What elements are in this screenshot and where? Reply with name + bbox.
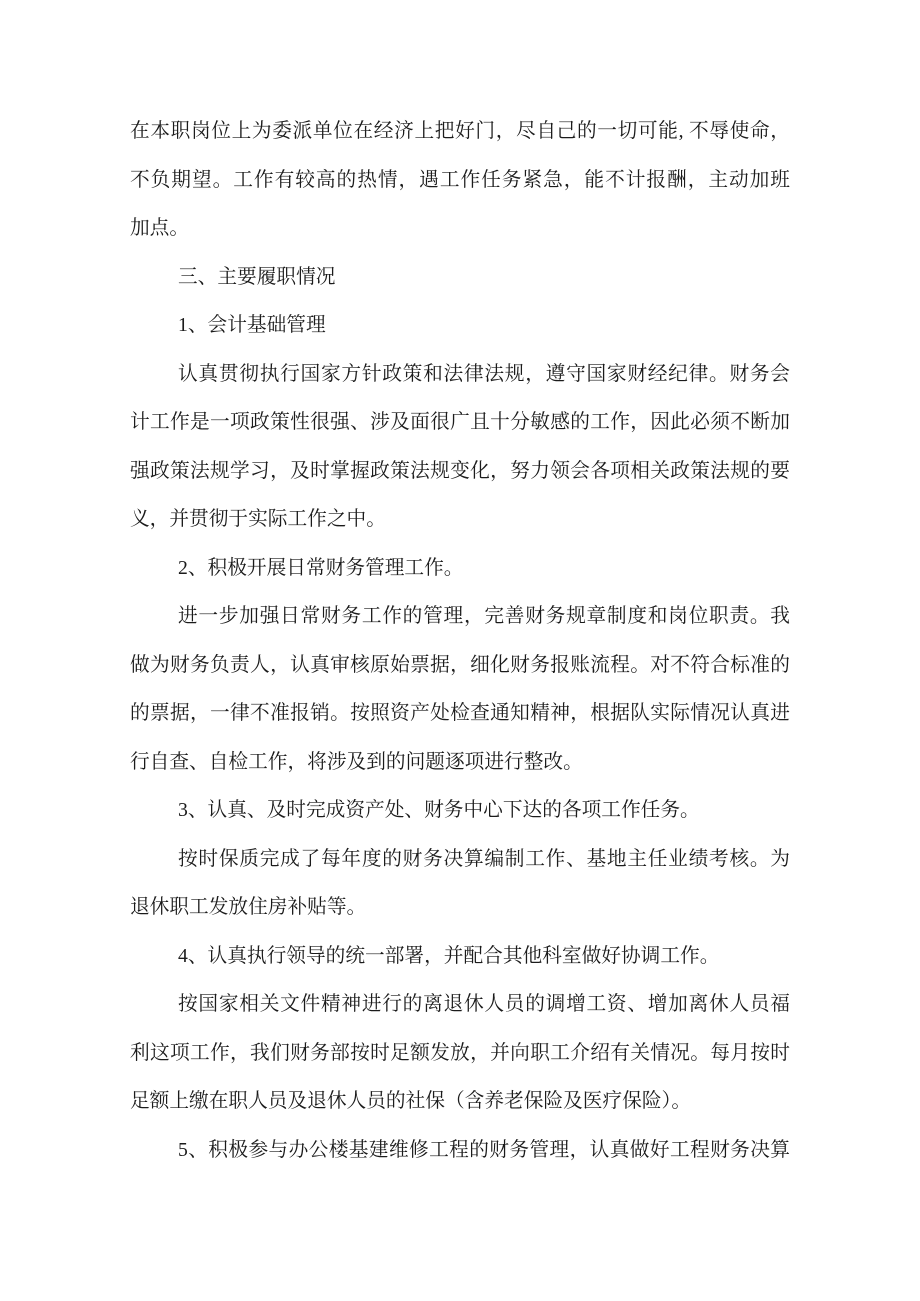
- paragraph-item-1-body: [130, 350, 790, 544]
- text-line: 2、积极开展日常财务管理工作。: [178, 556, 464, 579]
- heading-item-5: [130, 1126, 790, 1175]
- text-line: 3、认真、及时完成资产处、财务中心下达的各项工作任务。: [178, 799, 700, 821]
- heading-section-three: [130, 253, 790, 302]
- heading-item-1: [130, 301, 790, 350]
- text-line: 三、主要履职情况: [178, 265, 336, 288]
- paragraph-item-3-body: [130, 835, 790, 932]
- text-line: 计工作是一项政策性很强、涉及面很广且十分敏感的工作，因此必须不断加: [130, 411, 790, 433]
- paragraph-item-4-body: [130, 980, 790, 1126]
- text-line: 按国家相关文件精神进行的离退休人员的调增工资、增加离休人员福: [178, 993, 790, 1015]
- text-line: 退休职工发放住房补贴等。: [130, 896, 367, 918]
- text-line: 按时保质完成了每年度的财务决算编制工作、基地主任业绩考核。为: [178, 847, 790, 870]
- text-line: 4、认真执行领导的统一部署，并配合其他科室做好协调工作。: [178, 944, 720, 967]
- paragraph-item-2-body: [130, 592, 790, 786]
- text-line: 在本职岗位上为委派单位在经济上把好门，尽自己的一切可能, 不辱使命，: [130, 120, 790, 142]
- text-line: 行自查、自检工作，将涉及到的问题逐项进行整改。: [130, 750, 583, 773]
- text-line: 强政策法规学习，及时掌握政策法规变化，努力领会各项相关政策法规的要: [130, 459, 790, 482]
- text-line: 认真贯彻执行国家方针政策和法律法规，遵守国家财经纪律。财务会: [178, 362, 790, 385]
- text-line: 1、会计基础管理: [178, 314, 326, 336]
- text-line: 5、积极参与办公楼基建维修工程的财务管理，认真做好工程财务决算: [178, 1138, 790, 1161]
- text-line: 利这项工作，我们财务部按时足额发放，并向职工介绍有关情况。每月按时: [130, 1041, 790, 1064]
- heading-item-2: [130, 544, 790, 593]
- text-line: 做为财务负责人，认真审核原始票据，细化财务报账流程。对不符合标准的: [130, 653, 790, 676]
- heading-item-3: [130, 786, 790, 835]
- heading-item-4: [130, 932, 790, 981]
- text-line: 义，并贯彻于实际工作之中。: [130, 508, 386, 530]
- text-line: 足额上缴在职人员及退休人员的社保（含养老保险及医疗保险）。: [130, 1090, 692, 1112]
- text-line: 加点。: [130, 217, 190, 239]
- text-line: 的票据，一律不准报销。按照资产处检查通知精神，根据队实际情况认真进: [130, 702, 790, 724]
- document-body: [130, 107, 790, 1174]
- text-line: 进一步加强日常财务工作的管理，完善财务规章制度和岗位职责。我: [178, 605, 790, 627]
- text-line: 不负期望。工作有较高的热情，遇工作任务紧急，能不计报酬，主动加班: [130, 168, 790, 191]
- paragraph-continuation: [130, 107, 790, 253]
